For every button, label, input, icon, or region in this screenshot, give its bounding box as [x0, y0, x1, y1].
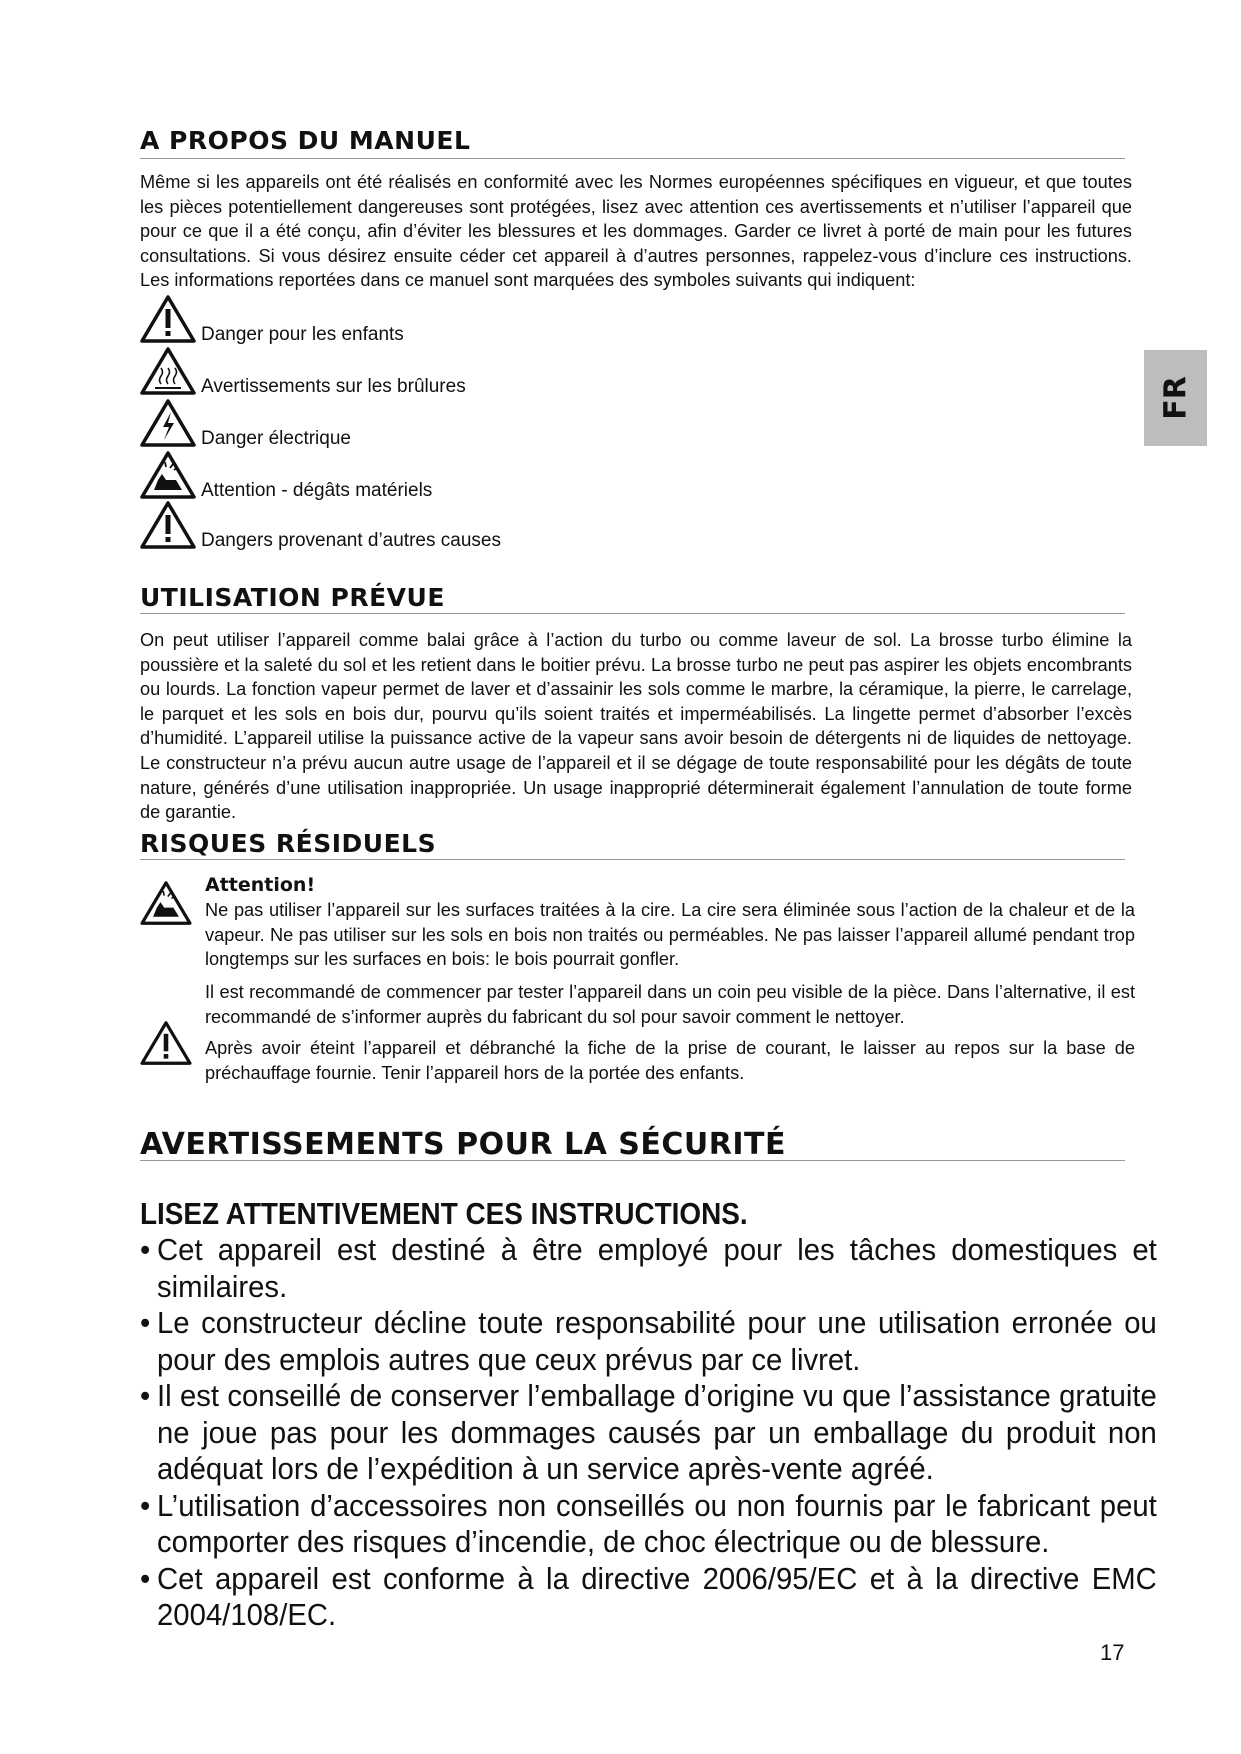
list-item: • L’utilisation d’accessoires non conseillés ou non fournis par le fabricant peut comporter des risques d’incendie, de choc électrique ou de blessure. — [140, 1488, 1157, 1561]
warning-material-damage-icon — [140, 450, 196, 500]
safety-bullet-list — [140, 1232, 1160, 1634]
section-title-about: A PROPOS DU MANUEL — [140, 126, 471, 155]
language-tab — [1144, 350, 1207, 446]
symbol-label: Dangers provenant d’autres causes — [201, 530, 501, 551]
list-item: • Le constructeur décline toute responsabilité pour une utilisation erronée ou pour des emplois autres que ceux prévus par ce livret. — [140, 1305, 1157, 1378]
intended-use-paragraph: On peut utiliser l’appareil comme balai grâce à l’action du turbo ou comme laveur de sol. La brosse turbo élimine la poussière et la saleté du sol et les retient dans le boitier prévu. La brosse turbo ne peut pas aspirer les objets encombrants ou lourds. La fonction vapeur permet de laver et d’assainir les sols comme le marbre, la céramique, la pierre, le carrelage, le parquet et les sols en bois dur, pourvu qu’ils soient traités et imperméabilisés. La lingette permet d’absorber l’excès d’humidité. L’appareil utilise la puissance active de la vapeur sans avoir besoin de détergents ni de liquides de nettoyage. Le constructeur n’a prévu aucun autre usage de l’appareil et il se dégage de toute responsabilité pour les dégâts de toute nature, générés d’une utilisation inappropriée. Un usage inapproprié déterminerait également l’annulation de toute forme de garantie. — [140, 630, 1132, 823]
about-paragraph: Même si les appareils ont été réalisés en conformité avec les Normes européennes spécifiques en vigueur, et que toutes les pièces potentiellement dangereuses sont protégées, lisez avec attention ces avertissements et n’utiliser l’appareil que pour ce que il a été conçu, afin d’éviter les blessures et les dommages. Garder ce livret à porté de main pour les futures consultations. Si vous désirez ensuite céder cet appareil à d’autres personnes, rappelez-vous d’inclure ces instructions. Les informations reportées dans ce manuel sont marquées des symboles suivants qui indiquent: — [140, 172, 1132, 291]
residual-risk-paragraph: Ne pas utiliser l’appareil sur les surfaces traitées à la cire. La cire sera éliminée sous l’action de la chaleur et de la vapeur. Ne pas utiliser sur les sols en bois non traités ou perméables. Ne pas laisser l’appareil allumé pendant trop longtemps sur les surfaces en bois: le bois pourrait gonfler. — [205, 900, 1135, 970]
section-title-intended-use: UTILISATION PRÉVUE — [140, 583, 445, 612]
warning-exclamation-icon — [140, 294, 196, 344]
attention-label: Attention! — [205, 874, 316, 896]
language-tab-label: FR — [1158, 376, 1193, 420]
warning-material-damage-icon — [140, 880, 192, 926]
residual-risk-paragraph: Après avoir éteint l’appareil et débranché la fiche de la prise de courant, le laisser au repos sur la base de préchauffage fournie. Tenir l’appareil hors de la portée des enfants. — [205, 1038, 1135, 1083]
symbol-label: Danger pour les enfants — [201, 324, 404, 345]
list-item: • Cet appareil est conforme à la directive 2006/95/EC et à la directive EMC 2004/108/EC. — [140, 1561, 1157, 1634]
section-title-safety: AVERTISSEMENTS POUR LA SÉCURITÉ — [140, 1127, 786, 1162]
section-divider — [140, 1160, 1125, 1161]
section-divider — [140, 158, 1125, 159]
list-item: • Il est conseillé de conserver l’emballage d’origine vu que l’assistance gratuite ne joue pas pour les dommages causés par un emballage du produit non adéquat lors de l’expédition à un service après-vente agréé. — [140, 1378, 1157, 1488]
warning-electric-icon — [140, 398, 196, 448]
symbol-label: Avertissements sur les brûlures — [201, 376, 466, 397]
symbol-label: Attention - dégâts matériels — [201, 480, 433, 501]
page-number: 17 — [1100, 1640, 1125, 1665]
symbol-label: Danger électrique — [201, 428, 351, 449]
section-divider — [140, 613, 1125, 614]
warning-exclamation-icon — [140, 1020, 192, 1066]
safety-subtitle: LISEZ ATTENTIVEMENT CES INSTRUCTIONS. — [140, 1196, 748, 1231]
residual-risk-paragraph: Il est recommandé de commencer par tester l’appareil dans un coin peu visible de la pièce. Dans l’alternative, il est recommandé de s’informer auprès du fabricant du sol pour savoir comment le nettoyer. — [205, 982, 1135, 1027]
warning-exclamation-icon — [140, 500, 196, 550]
list-item: • Cet appareil est destiné à être employé pour les tâches domestiques et similaires. — [140, 1232, 1157, 1305]
section-divider — [140, 859, 1125, 860]
warning-burn-icon — [140, 346, 196, 396]
section-title-residual-risks: RISQUES RÉSIDUELS — [140, 829, 437, 858]
